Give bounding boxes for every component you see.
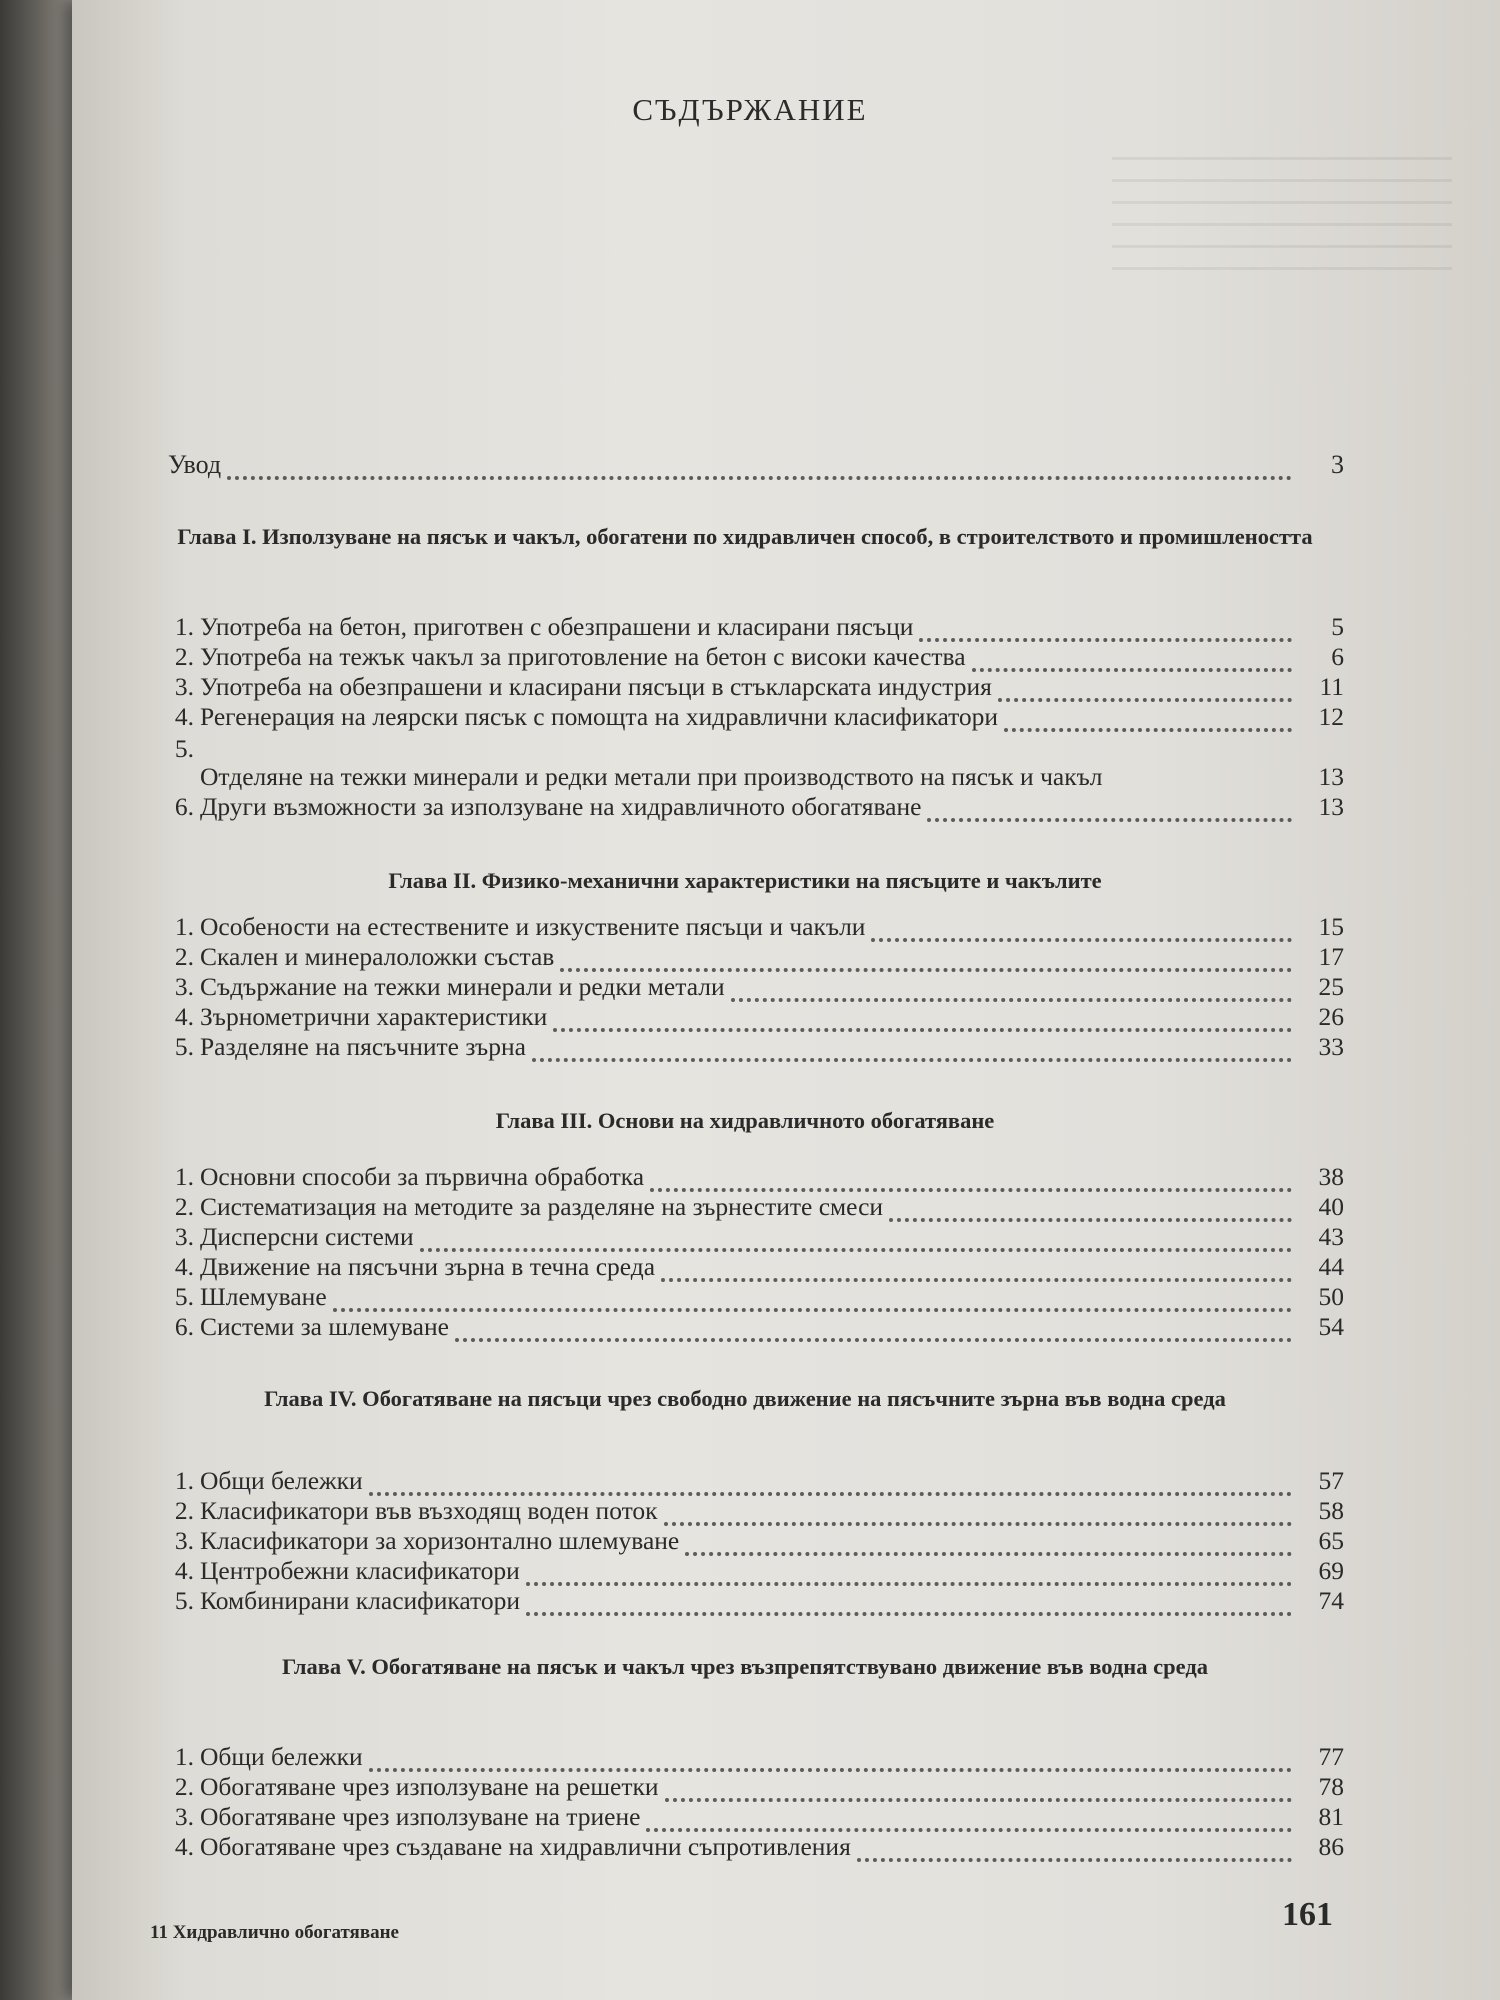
item-page: 44 bbox=[1318, 1252, 1344, 1281]
list-item bbox=[158, 1526, 1344, 1556]
item-page: 43 bbox=[1318, 1222, 1344, 1251]
item-page: 50 bbox=[1318, 1282, 1344, 1311]
page-number: 161 bbox=[1282, 1896, 1333, 1933]
list-item bbox=[158, 1832, 1344, 1862]
item-number: 2. bbox=[174, 1772, 194, 1801]
item-label: Общи бележки bbox=[200, 1742, 363, 1771]
item-page: 13 bbox=[1318, 792, 1344, 821]
list-item bbox=[158, 912, 1344, 942]
leader-dots bbox=[532, 1036, 1292, 1062]
chapter-heading-1: Глава I. Използуване на пясък и чакъл, обогатени по хидравличен способ, в строителството и промишлеността bbox=[177, 524, 1313, 549]
item-label: Зърнометрични характеристики bbox=[200, 1002, 548, 1031]
item-label: Регенерация на леярски пясък с помощта на хидравлични класификатори bbox=[200, 702, 999, 731]
leader-dots bbox=[1004, 706, 1292, 732]
item-number: 2. bbox=[174, 1192, 194, 1221]
leader-dots bbox=[685, 1530, 1292, 1556]
item-number: 4. bbox=[174, 1832, 194, 1861]
chapter-list-5 bbox=[158, 1742, 1344, 1862]
item-page: 58 bbox=[1318, 1496, 1344, 1525]
item-number: 3. bbox=[174, 972, 194, 1001]
chapter-heading-2: Глава II. Физико-механични характеристики на пясъците и чакълите bbox=[388, 868, 1102, 893]
item-page: 78 bbox=[1318, 1772, 1344, 1801]
leader-dots bbox=[455, 1316, 1292, 1342]
leader-dots bbox=[927, 796, 1292, 822]
list-item bbox=[158, 1586, 1344, 1616]
item-label: Скален и минералоложки състав bbox=[200, 942, 555, 971]
item-number: 4. bbox=[174, 1556, 194, 1585]
chapter-list-2 bbox=[158, 912, 1344, 1062]
bleed-through-text bbox=[1112, 140, 1452, 270]
item-label: Употреба на обезпрашени и класирани пясъци в стъкларската индустрия bbox=[200, 672, 992, 701]
item-page: 38 bbox=[1318, 1162, 1344, 1191]
item-label: Разделяне на пясъчните зърна bbox=[200, 1032, 526, 1061]
list-item bbox=[158, 612, 1344, 642]
list-item bbox=[158, 1222, 1344, 1252]
list-item bbox=[158, 1192, 1344, 1222]
item-page: 25 bbox=[1318, 972, 1344, 1001]
list-item bbox=[158, 702, 1344, 732]
item-number: 6. bbox=[174, 792, 194, 821]
item-number: 6. bbox=[174, 1312, 194, 1341]
leader-dots bbox=[646, 1806, 1292, 1832]
item-label: Центробежни класификатори bbox=[200, 1556, 520, 1585]
item-label: Шлемуване bbox=[200, 1282, 327, 1311]
item-number: 1. bbox=[174, 612, 194, 641]
item-label: Системи за шлемуване bbox=[200, 1312, 449, 1341]
leader-dots bbox=[553, 1006, 1292, 1032]
leader-dots bbox=[661, 1256, 1292, 1282]
item-number: 1. bbox=[174, 1742, 194, 1771]
chapter-list-3 bbox=[158, 1162, 1344, 1342]
list-item bbox=[158, 642, 1344, 672]
item-number: 4. bbox=[174, 1002, 194, 1031]
leader-dots bbox=[420, 1226, 1292, 1252]
item-label: Употреба на бетон, приготвен с обезпрашени и класирани пясъци bbox=[200, 612, 914, 641]
list-item bbox=[158, 1312, 1344, 1342]
item-number: 3. bbox=[174, 1222, 194, 1251]
chapter-heading-5: Глава V. Обогатяване на пясък и чакъл чрез възпрепятствувано движение във водна среда bbox=[282, 1654, 1208, 1679]
item-label: Комбинирани класификатори bbox=[200, 1586, 520, 1615]
item-number: 5. bbox=[174, 1586, 194, 1615]
item-page: 11 bbox=[1319, 672, 1344, 701]
item-number: 3. bbox=[174, 1802, 194, 1831]
leader-dots bbox=[369, 1470, 1292, 1496]
item-label: Обогатяване чрез използуване на решетки bbox=[200, 1772, 659, 1801]
chapter-heading-4: Глава IV. Обогатяване на пясъци чрез свободно движение на пясъчните зърна във водна среда bbox=[264, 1386, 1226, 1411]
item-number: 4. bbox=[174, 702, 194, 731]
item-page: 54 bbox=[1318, 1312, 1344, 1341]
list-item bbox=[158, 672, 1344, 702]
item-label: Особености на естествените и изкуствените пясъци и чакъли bbox=[200, 912, 866, 941]
list-item bbox=[158, 942, 1344, 972]
leader-dots bbox=[731, 976, 1292, 1002]
item-page: 15 bbox=[1318, 912, 1344, 941]
item-number: 2. bbox=[174, 642, 194, 671]
leader-dots bbox=[665, 1776, 1292, 1802]
leader-dots bbox=[333, 1286, 1292, 1312]
intro-page: 3 bbox=[1331, 450, 1344, 479]
item-label: Обогатяване чрез използуване на триене bbox=[200, 1802, 641, 1831]
leader-dots bbox=[857, 1836, 1292, 1862]
leader-dots bbox=[919, 616, 1292, 642]
leader-dots bbox=[664, 1500, 1292, 1526]
item-page: 26 bbox=[1318, 1002, 1344, 1031]
item-number: 4. bbox=[174, 1252, 194, 1281]
item-number: 3. bbox=[174, 672, 194, 701]
list-item bbox=[158, 1466, 1344, 1496]
item-page: 57 bbox=[1318, 1466, 1344, 1495]
item-page: 81 bbox=[1318, 1802, 1344, 1831]
item-page: 12 bbox=[1318, 702, 1344, 731]
list-item bbox=[158, 1162, 1344, 1192]
item-page: 5 bbox=[1331, 612, 1344, 641]
item-page: 6 bbox=[1331, 642, 1344, 671]
list-item bbox=[158, 1742, 1344, 1772]
book-spine-shadow bbox=[0, 0, 72, 2000]
item-label: Други възможности за използуване на хидравличното обогатяване bbox=[200, 792, 922, 821]
intro-label: Увод bbox=[168, 450, 222, 479]
item-label: Съдържание на тежки минерали и редки метали bbox=[200, 972, 725, 1001]
item-label: Употреба на тежък чакъл за приготовление на бетон с високи качества bbox=[200, 642, 966, 671]
intro-entry bbox=[168, 450, 1344, 480]
chapter-heading-3: Глава III. Основи на хидравличното обогатяване bbox=[495, 1108, 995, 1133]
item-label: Общи бележки bbox=[200, 1466, 363, 1495]
leader-dots bbox=[889, 1196, 1292, 1222]
item-label: Класификатори във възходящ воден поток bbox=[200, 1496, 658, 1525]
item-label: Движение на пясъчни зърна в течна среда bbox=[200, 1252, 656, 1281]
list-item bbox=[158, 1282, 1344, 1312]
item-label: Класификатори за хоризонтално шлемуване bbox=[200, 1526, 680, 1555]
item-number: 1. bbox=[174, 1466, 194, 1495]
list-item bbox=[158, 1252, 1344, 1282]
item-number: 1. bbox=[174, 912, 194, 941]
item-page: 13 bbox=[1318, 762, 1344, 791]
list-item bbox=[158, 1556, 1344, 1586]
item-label: Основни способи за първична обработка bbox=[200, 1162, 645, 1191]
leader-dots bbox=[871, 916, 1292, 942]
leader-dots bbox=[560, 946, 1292, 972]
item-page: 86 bbox=[1318, 1832, 1344, 1861]
leader-dots bbox=[650, 1166, 1292, 1192]
leader-dots bbox=[972, 646, 1292, 672]
list-item bbox=[158, 1496, 1344, 1526]
leader-dots bbox=[998, 676, 1292, 702]
leader-dots bbox=[369, 1746, 1292, 1772]
item-page: 74 bbox=[1318, 1586, 1344, 1615]
item-label: Дисперсни системи bbox=[200, 1222, 414, 1251]
list-item bbox=[158, 972, 1344, 1002]
list-item bbox=[158, 732, 1344, 792]
leader-dots bbox=[526, 1590, 1292, 1616]
item-page: 69 bbox=[1318, 1556, 1344, 1585]
chapter-list-4 bbox=[158, 1466, 1344, 1616]
item-label: Систематизация на методите за разделяне на зърнестите смеси bbox=[200, 1192, 884, 1221]
item-number: 2. bbox=[174, 1496, 194, 1525]
item-page: 33 bbox=[1318, 1032, 1344, 1061]
item-number: 5. bbox=[174, 1032, 194, 1061]
leader-dots bbox=[227, 454, 1292, 480]
leader-dots bbox=[526, 1560, 1292, 1586]
list-item bbox=[158, 792, 1344, 822]
item-page: 17 bbox=[1318, 942, 1344, 971]
item-number: 3. bbox=[174, 1526, 194, 1555]
chapter-list-1 bbox=[158, 612, 1344, 822]
item-number: 2. bbox=[174, 942, 194, 971]
list-item bbox=[158, 1772, 1344, 1802]
item-number: 1. bbox=[174, 1162, 194, 1191]
list-item bbox=[158, 1802, 1344, 1832]
list-item bbox=[158, 1032, 1344, 1062]
item-page: 77 bbox=[1318, 1742, 1344, 1771]
item-page: 40 bbox=[1318, 1192, 1344, 1221]
item-number: 5. bbox=[174, 1282, 194, 1311]
list-item bbox=[158, 1002, 1344, 1032]
item-label: Отделяне на тежки минерали и редки метали при производството на пясък и чакъл bbox=[200, 762, 1103, 791]
item-number: 5. bbox=[174, 734, 194, 763]
footer-signature: 11 Хидравлично обогатяване bbox=[150, 1922, 399, 1943]
page-title: СЪДЪРЖАНИЕ bbox=[632, 92, 868, 127]
item-page: 65 bbox=[1318, 1526, 1344, 1555]
item-label: Обогатяване чрез създаване на хидравлични съпротивления bbox=[200, 1832, 851, 1861]
